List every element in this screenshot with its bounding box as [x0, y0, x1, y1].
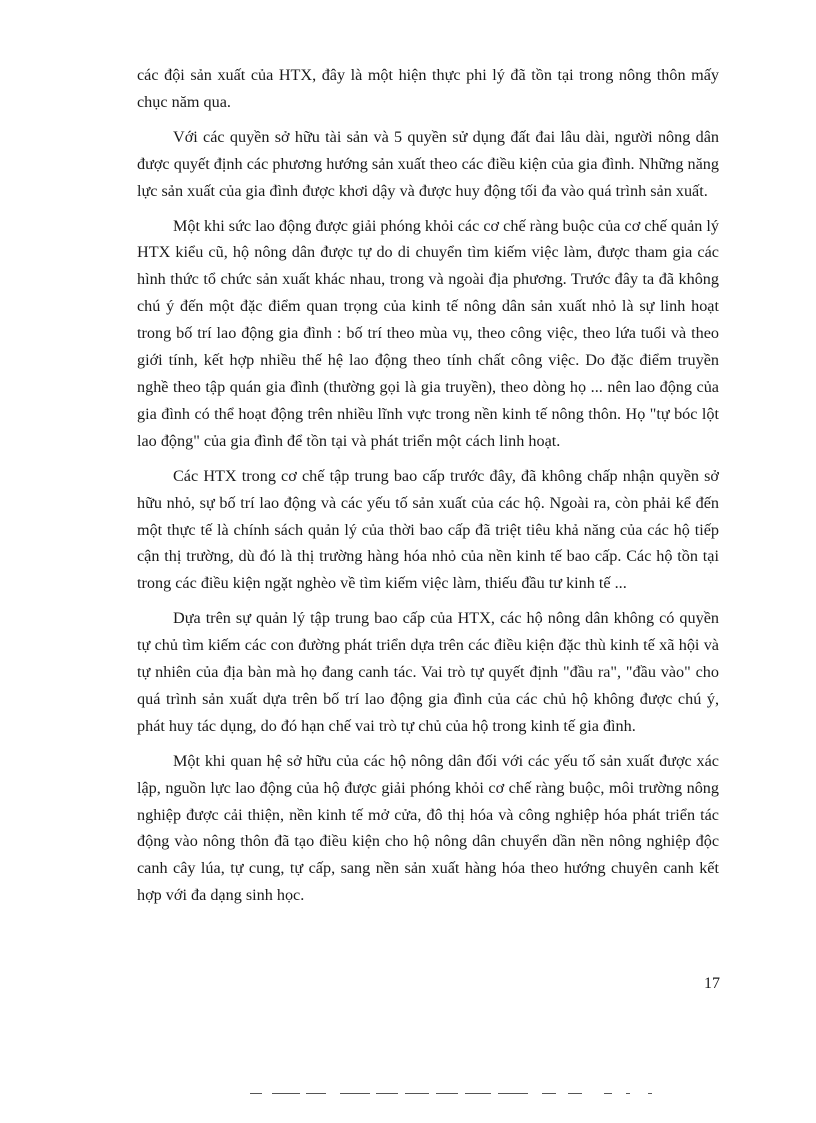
paragraph-6: Một khi quan hệ sở hữu của các hộ nông dân đối với các yếu tố sản xuất được xác lập, nguồn lực lao động của hộ được giải phóng khỏi cơ chế ràng buộc, môi trường nông nghiệp được cải thiện, nền kinh tế mở cửa, đô thị hóa và công nghiệp hóa phát triển tác động vào nông thôn đã tạo điều kiện cho hộ nông dân chuyển dần nền nông nghiệp độc canh cây lúa, tự cung, tự cấp, sang nền sản xuất hàng hóa theo hướng chuyên canh kết hợp với đa dạng sinh học.	[137, 751, 719, 905]
footer-dash	[542, 1093, 556, 1094]
footer-dash	[376, 1093, 398, 1094]
footer-dash	[405, 1093, 429, 1094]
paragraph-3: Một khi sức lao động được giải phóng khỏi các cơ chế ràng buộc của cơ chế quản lý HTX kiểu cũ, hộ nông dân được tự do di chuyển tìm kiếm việc làm, được tham gia các hình thức tổ chức sản xuất khác nhau, trong và ngoài địa phương. Trước đây ta đã không chú ý đến một đặc điểm quan trọng của kinh tế nông dân sản xuất nhỏ là sự linh hoạt trong bố trí lao động gia đình : bố trí theo mùa vụ, theo công việc, theo lứa tuổi và theo giới tính, kết hợp nhiều thế hệ lao động theo tính chất công việc. Do đặc điểm truyền nghề theo tập quán gia đình (thường gọi là gia truyền), theo dòng họ ... nên lao động của gia đình có thể hoạt động trên nhiều lĩnh vực trong nền kinh tế nông thôn. Họ "tự bóc lột lao động" của gia đình để tồn tại và phát triển một cách linh hoạt.	[137, 216, 719, 450]
paragraph-4: Các HTX trong cơ chế tập trung bao cấp trước đây, đã không chấp nhận quyền sở hữu nhỏ, sự bố trí lao động và các yếu tố sản xuất của các hộ. Ngoài ra, còn phải kể đến một thực tế là chính sách quản lý của thời bao cấp đã triệt tiêu khả năng của các hộ tiếp cận thị trường, dù đó là thị trường hàng hóa nhỏ của nền kinh tế bao cấp. Các hộ tồn tại trong các điều kiện ngặt nghèo về tìm kiếm việc làm, thiếu đầu tư kinh tế ...	[137, 466, 719, 593]
paragraph-2: Với các quyền sở hữu tài sản và 5 quyền sử dụng đất đai lâu dài, người nông dân được quyết định các phương hướng sản xuất theo các điều kiện của gia đình. Những năng lực sản xuất của gia đình được khơi dậy và được huy động tối đa vào quá trình sản xuất.	[137, 127, 719, 200]
footer-dash	[604, 1093, 612, 1094]
footer-dash	[250, 1093, 262, 1094]
paragraph-1: các đội sản xuất của HTX, đây là một hiện thực phi lý đã tồn tại trong nông thôn mấy chục năm qua.	[137, 66, 719, 111]
footer-dash	[465, 1093, 491, 1094]
footer-dash	[306, 1093, 326, 1094]
footer-dash	[436, 1093, 458, 1094]
paragraph-5: Dựa trên sự quản lý tập trung bao cấp của HTX, các hộ nông dân không có quyền tự chủ tìm kiếm các con đường phát triển dựa trên các điều kiện đặc thù kinh tế xã hội và tự nhiên của địa bàn mà họ đang canh tác. Vai trò tự quyết định "đầu ra", "đầu vào" cho quá trình sản xuất dựa trên bố trí lao động gia đình của các chủ hộ không được chú ý, phát huy tác dụng, do đó hạn chế vai trò tự chủ của hộ trong kinh tế gia đình.	[137, 609, 719, 735]
footer-dash	[340, 1093, 370, 1094]
body-text	[137, 62, 719, 917]
footer-dash	[498, 1093, 528, 1094]
footer-dash	[626, 1093, 630, 1094]
footer-dash	[272, 1093, 300, 1094]
footer-dash	[648, 1093, 652, 1094]
page-number: 17	[704, 975, 720, 992]
footer-dash	[568, 1093, 582, 1094]
